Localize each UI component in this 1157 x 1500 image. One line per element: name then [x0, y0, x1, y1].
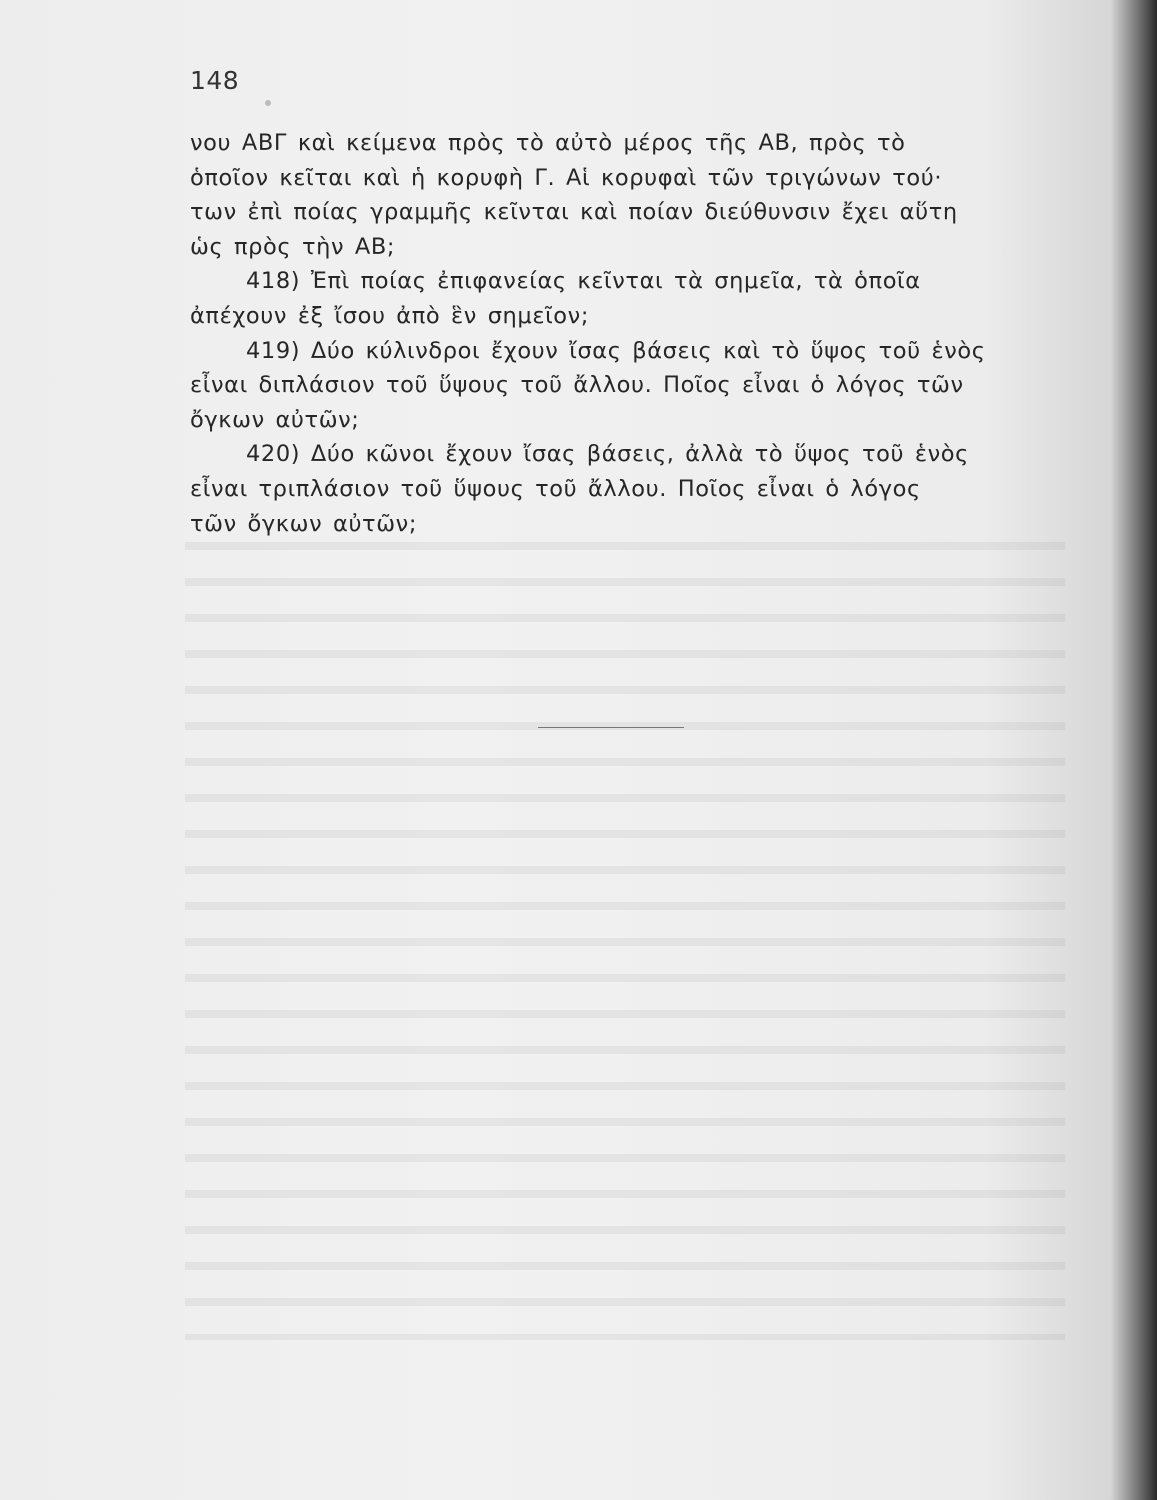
- bleed-through-shadow: [185, 520, 1065, 1340]
- problem-420-first-line: 420) Δύο κῶνοι ἔχουν ἴσας βάσεις, ἀλλὰ τὸ ὕψος τοῦ ἑνὸς: [246, 441, 969, 468]
- page-number: 148: [190, 66, 240, 95]
- text-line: εἶναι τριπλάσιον τοῦ ὕψους τοῦ ἄλλου. Ποῖος εἶναι ὁ λόγος: [190, 475, 921, 502]
- text-line: ὡς πρὸς τὴν ΑΒ;: [190, 233, 396, 260]
- text-line: τῶν ὄγκων αὐτῶν;: [190, 510, 417, 537]
- section-divider: [538, 727, 684, 728]
- print-speck: [265, 100, 271, 106]
- problem-419-first-line: 419) Δύο κύλινδροι ἔχουν ἴσας βάσεις καὶ τὸ ὕψος τοῦ ἑνὸς: [246, 337, 986, 364]
- text-line: ὁποῖον κεῖται καὶ ἡ κορυφὴ Γ. Αἱ κορυφαὶ τῶν τριγώνων τού·: [190, 164, 943, 191]
- problem-text: [190, 126, 1060, 541]
- text-line: ὄγκων αὐτῶν;: [190, 406, 360, 433]
- text-line: νου ΑΒΓ καὶ κείμενα πρὸς τὸ αὐτὸ μέρος τῆς ΑΒ, πρὸς τὸ: [190, 130, 906, 156]
- text-line: εἶναι διπλάσιον τοῦ ὕψους τοῦ ἄλλου. Ποῖος εἶναι ὁ λόγος τῶν: [190, 372, 964, 399]
- text-line: των ἐπὶ ποίας γραμμῆς κεῖνται καὶ ποίαν διεύθυνσιν ἔχει αὕτη: [190, 199, 958, 226]
- text-line: ἀπέχουν ἐξ ἴσου ἀπὸ ἓν σημεῖον;: [190, 302, 590, 329]
- problem-418-first-line: 418) Ἐπὶ ποίας ἐπιφανείας κεῖνται τὰ σημεῖα, τὰ ὁποῖα: [246, 268, 921, 295]
